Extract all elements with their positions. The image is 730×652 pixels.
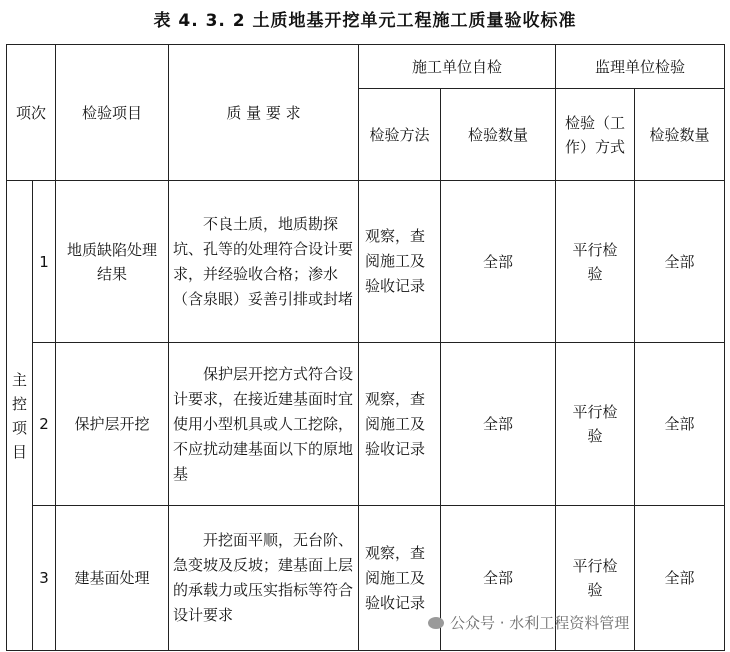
row-mode: 平行检验 — [556, 343, 635, 506]
row-quantity: 全部 — [441, 181, 556, 343]
row-number: 1 — [33, 181, 56, 343]
category-cell — [7, 181, 33, 651]
wechat-icon — [428, 617, 444, 629]
row-method: 观察，查阅施工及验收记录 — [359, 181, 441, 343]
row-quantity: 全部 — [441, 506, 556, 651]
header-check-method: 检验方法 — [359, 89, 441, 181]
row-requirement: 不良土质，地质勘探坑、孔等的处理符合设计要求，并经验收合格；渗水（含泉眼）妥善引排或封堵 — [169, 181, 359, 343]
header-check-item: 检验项目 — [56, 45, 169, 181]
row-mode: 平行检验 — [556, 506, 635, 651]
row-quantity-2: 全部 — [635, 181, 725, 343]
row-requirement: 保护层开挖方式符合设计要求，在接近建基面时宜使用小型机具或人工挖除，不应扰动建基面以下的原地基 — [169, 343, 359, 506]
watermark — [428, 612, 629, 633]
row-quantity: 全部 — [441, 343, 556, 506]
row-method: 观察，查阅施工及验收记录 — [359, 343, 441, 506]
row-mode: 平行检验 — [556, 181, 635, 343]
row-method: 观察，查阅施工及验收记录 — [359, 506, 441, 651]
table-row — [7, 343, 725, 506]
header-check-mode: 检验（工作）方式 — [556, 89, 635, 181]
row-number: 2 — [33, 343, 56, 506]
header-row-1 — [7, 45, 725, 89]
header-supervision: 监理单位检验 — [556, 45, 725, 89]
category-label: 主控项目 — [12, 370, 28, 461]
row-item: 保护层开挖 — [56, 343, 169, 506]
row-requirement: 开挖面平顺，无台阶、急变坡及反坡；建基面上层的承载力或压实指标等符合设计要求 — [169, 506, 359, 651]
row-item: 地质缺陷处理结果 — [56, 181, 169, 343]
row-quantity-2: 全部 — [635, 343, 725, 506]
header-check-quantity: 检验数量 — [441, 89, 556, 181]
table-row — [7, 181, 725, 343]
table-title: 表 4. 3. 2 土质地基开挖单元工程施工质量验收标准 — [153, 11, 577, 31]
row-quantity-2: 全部 — [635, 506, 725, 651]
header-self-check: 施工单位自检 — [359, 45, 556, 89]
row-number: 3 — [33, 506, 56, 651]
watermark-text: 公众号 · 水利工程资料管理 — [450, 614, 630, 632]
quality-standard-table — [6, 44, 725, 651]
header-item-seq: 项次 — [7, 45, 56, 181]
row-item: 建基面处理 — [56, 506, 169, 651]
header-quality-requirement: 质 量 要 求 — [169, 45, 359, 181]
header-check-quantity-2: 检验数量 — [635, 89, 725, 181]
